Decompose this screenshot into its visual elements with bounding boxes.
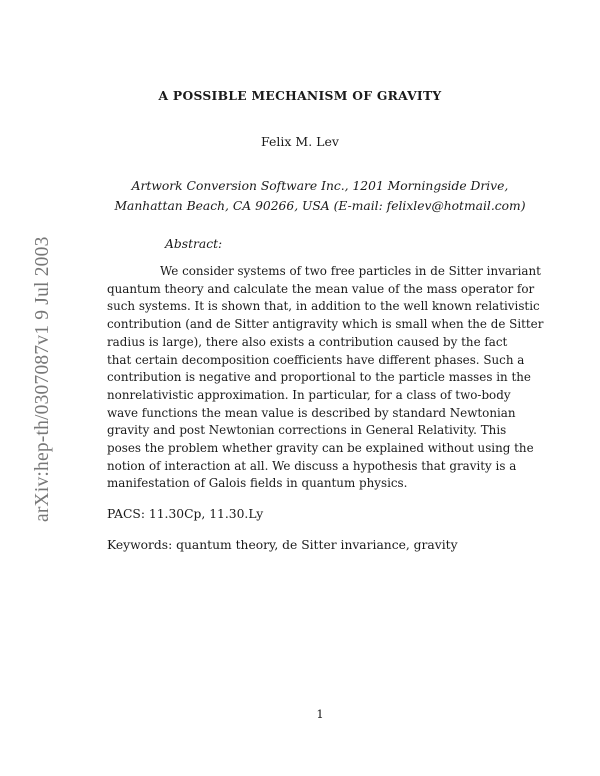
keywords: Keywords: quantum theory, de Sitter invariance, gravity [107, 538, 458, 552]
abstract-line: contribution is negative and proportional to the particle masses in the [107, 370, 531, 385]
abstract-line: such systems. It is shown that, in addition to the well known relativistic [107, 299, 540, 314]
abstract-line: contribution (and de Sitter antigravity which is small when the de Sitter [107, 317, 544, 332]
affiliation-line: Artwork Conversion Software Inc., 1201 Morningside Drive, [131, 179, 509, 193]
affiliation-line: Manhattan Beach, CA 90266, USA (E-mail: felixlev@hotmail.com) [114, 199, 526, 213]
author-name: Felix M. Lev [261, 134, 339, 149]
pacs-codes: PACS: 11.30Cp, 11.30.Ly [107, 507, 264, 521]
affiliation [0, 176, 600, 216]
abstract-line: gravity and post Newtonian corrections in General Relativity. This [107, 423, 507, 438]
paper-title: A POSSIBLE MECHANISM OF GRAVITY [158, 88, 442, 103]
abstract-line: wave functions the mean value is described by standard Newtonian [107, 405, 516, 420]
abstract-line: We consider systems of two free particles in de Sitter invariant [160, 264, 541, 278]
abstract-line: radius is large), there also exists a contribution caused by the fact [107, 334, 508, 349]
abstract-label: Abstract: [165, 237, 223, 251]
abstract-line: that certain decomposition coefficients have different phases. Such a [107, 352, 525, 367]
abstract-line: poses the problem whether gravity can be explained without using the [107, 441, 534, 456]
arxiv-identifier: arXiv:hep-th/0307087v1 9 Jul 2003 [32, 236, 53, 522]
abstract-line: manifestation of Galois fields in quantum physics. [107, 476, 408, 491]
page-number: 1 [316, 707, 324, 721]
abstract-body [107, 263, 544, 493]
abstract-line: nonrelativistic approximation. In particular, for a class of two-body [107, 387, 511, 402]
abstract-line: notion of interaction at all. We discuss a hypothesis that gravity is a [107, 458, 517, 473]
abstract-line: quantum theory and calculate the mean value of the mass operator for [107, 281, 535, 296]
